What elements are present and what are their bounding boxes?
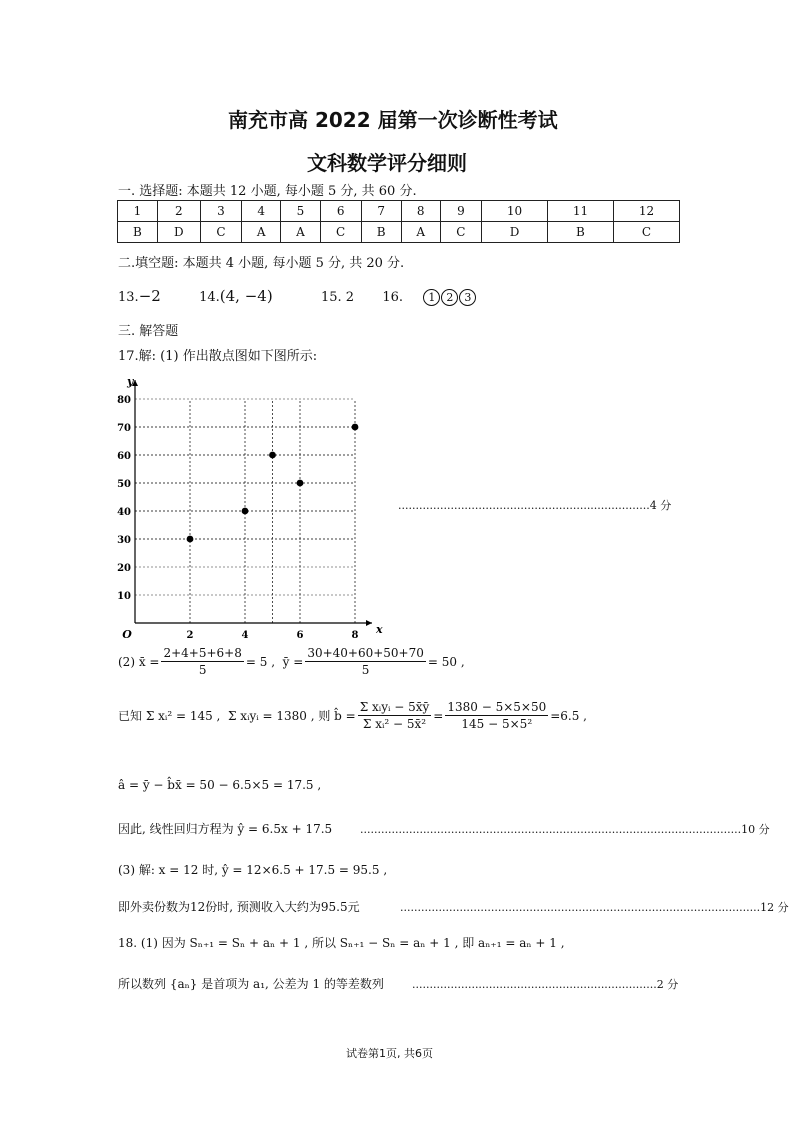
q18-line2: 所以数列 {aₙ} 是首项为 a₁, 公差为 1 的等差数列 [118,977,384,991]
q13-value: −2 [138,287,161,305]
choice-number-cell: 10 [482,201,548,222]
y-axis-label: y [127,375,134,388]
score-10: .............................................................................................................10 分 [360,823,770,836]
choice-number-cell: 6 [320,201,361,222]
ybar-denominator: 5 [361,663,370,677]
choice-answer-cell: A [242,222,281,243]
sum-xy: Σ xᵢyᵢ = 1380 , [228,708,315,723]
choice-number-cell: 5 [281,201,320,222]
choice-number-cell: 4 [242,201,281,222]
page-subtitle: 文科数学评分细则 [307,151,467,175]
part2-label: (2) [118,654,135,669]
q15-label: 15. [320,290,342,305]
regression-line: 因此, 线性回归方程为 ŷ = 6.5x + 17.5 [118,822,333,836]
ybar-result: = 50 , [427,654,465,669]
choice-answer-cell: A [281,222,320,243]
choice-answer-table [117,200,680,243]
choice-number-row [118,201,680,222]
q16-circle-1: 1 [423,289,440,306]
bhat-eq: = [433,708,444,723]
bhat-formula-fraction [358,700,432,731]
y-tick-label: 50 [117,479,131,490]
bhat-calc-fraction [445,700,548,731]
bhat-formula-denominator: Σ xᵢ² − 5x̄² [362,717,427,731]
y-tick-label: 40 [117,507,131,518]
choice-number-cell: 11 [547,201,613,222]
data-point [297,480,304,487]
prediction-line: 即外卖份数为12份时, 预测收入大约为95.5元 [118,900,360,914]
bhat-calc-denominator: 145 − 5×5² [461,717,533,731]
choice-number-cell: 1 [118,201,158,222]
known-prefix: 已知 [118,709,143,723]
x-axis-label: x [376,623,383,636]
data-point [187,536,194,543]
xbar-numerator: 2+4+5+6+8 [163,646,242,660]
y-tick-label: 10 [117,591,131,602]
choice-number-cell: 12 [613,201,679,222]
x-axis-arrow [366,620,372,626]
xbar-denominator: 5 [198,663,207,677]
choice-answer-cell: C [200,222,241,243]
y-tick-label: 80 [117,395,131,406]
q17-part3: (3) 解: x = 12 时, ŷ = 12×6.5 + 17.5 = 95.5 , [118,863,388,877]
q15-value: 2 [345,290,355,305]
y-tick-label: 30 [117,535,131,546]
choice-number-cell: 9 [440,201,481,222]
score-12: .......................................................................................................12 分 [400,901,789,914]
choice-number-cell: 7 [361,201,401,222]
score-4: ........................................................................4 分 [398,499,672,512]
bhat-then: 则 b̂ = [318,709,356,723]
y-tick-label: 20 [117,563,131,574]
choice-answer-cell: C [320,222,361,243]
y-tick-label: 60 [117,451,131,462]
q13-label: 13. [118,290,139,305]
choice-answer-cell: B [361,222,401,243]
bhat-result: =6.5 , [550,708,587,723]
q16-circle-3: 3 [459,289,476,306]
q14-label: 14. [199,290,220,305]
q16-label: 16. [382,290,404,305]
scatter-plot [115,368,395,638]
fill-answers [118,287,477,306]
score-2: ......................................................................2 分 [412,978,679,991]
q17-intro: 17.解: (1) 作出散点图如下图所示: [118,349,318,364]
choice-answer-cell: B [118,222,158,243]
section-fill-heading: 二.填空题: 本题共 4 小题, 每小题 5 分, 共 20 分. [118,256,405,271]
ybar-fraction [305,646,426,677]
x-tick-label: 2 [186,630,194,638]
page-title: 南充市高 2022 届第一次诊断性考试 [228,108,558,132]
choice-answer-cell: C [613,222,679,243]
data-point [352,424,359,431]
ybar-symbol: ȳ = [282,654,304,669]
choice-answer-row [118,222,680,243]
choice-number-cell: 2 [157,201,200,222]
y-tick-label: 70 [117,423,131,434]
ybar-numerator: 30+40+60+50+70 [307,646,424,660]
choice-answer-cell: A [401,222,440,243]
x-tick-label: 4 [241,630,249,638]
choice-answer-cell: D [482,222,548,243]
section-answer-heading: 三. 解答题 [118,324,179,339]
section-choice-heading: 一. 选择题: 本题共 12 小题, 每小题 5 分, 共 60 分. [118,184,417,199]
choice-answer-cell: C [440,222,481,243]
data-point [269,452,276,459]
origin-label: O [122,628,132,638]
choice-number-cell: 3 [200,201,241,222]
ahat-line: â = ȳ − b̂x̄ = 50 − 6.5×5 = 17.5 , [118,778,322,792]
bhat-calc-numerator: 1380 − 5×5×50 [447,700,547,714]
bhat-formula-numerator: Σ xᵢyᵢ − 5x̄ȳ [359,700,430,714]
q16-circle-2: 2 [441,289,458,306]
page-footer: 试卷第1页, 共6页 [346,1047,433,1060]
data-point [242,508,249,515]
bhat-line [118,700,587,731]
x-tick-label: 8 [351,630,359,638]
xbar-symbol: x̄ = [138,654,160,669]
q17-part2-means [118,646,465,677]
xbar-result: = 5 , [245,654,276,669]
sum-x-squared: Σ xᵢ² = 145 , [145,708,221,723]
choice-answer-cell: B [547,222,613,243]
q18-line1: 18. (1) 因为 Sₙ₊₁ = Sₙ + aₙ + 1 , 所以 Sₙ₊₁ − Sₙ = aₙ + 1 , 即 aₙ₊₁ = aₙ + 1 , [118,936,565,950]
choice-number-cell: 8 [401,201,440,222]
xbar-fraction [161,646,243,677]
q14-value: (4, −4) [219,287,273,305]
choice-answer-cell: D [157,222,200,243]
x-tick-label: 6 [296,630,304,638]
